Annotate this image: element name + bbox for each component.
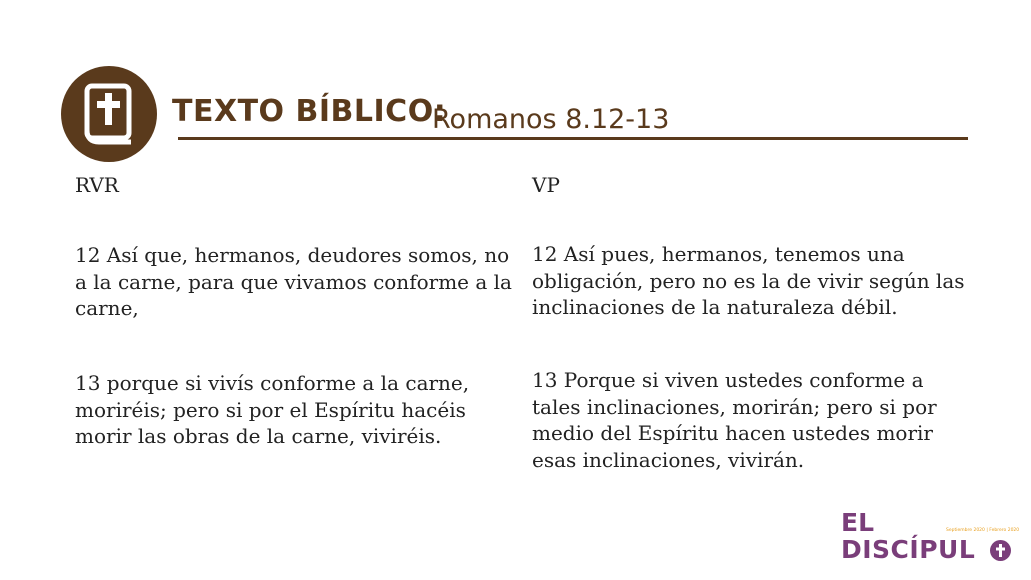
verse-12-left: 12 Así que, hermanos, deudores somos, no a la carne, para que vivamos conforme a la carne, bbox=[75, 243, 512, 320]
bible-icon bbox=[61, 66, 157, 162]
el-discipulo-logo bbox=[841, 510, 1021, 566]
version-label-left: RVR bbox=[75, 173, 119, 197]
logo-cross-icon bbox=[990, 540, 1011, 561]
verse-13-right: 13 Porque si viven ustedes conforme a tales inclinaciones, morirán; pero si por medio del Espíritu hacen ustedes morir esas inclinaciones, vivirán. bbox=[532, 368, 937, 472]
page-title: TEXTO BÍBLICO: bbox=[172, 94, 447, 129]
scripture-reference: Romanos 8.12-13 bbox=[432, 104, 670, 135]
title-underline bbox=[178, 137, 968, 140]
logo-tagline: Septiembre 2020 | Febrero 2020 bbox=[946, 528, 1020, 533]
logo-line-2: DISCÍPUL bbox=[841, 535, 976, 564]
verse-13-left: 13 porque si vivís conforme a la carne, moriréis; pero si por el Espíritu hacéis morir las obras de la carne, viviréis. bbox=[75, 371, 470, 448]
version-label-right: VP bbox=[532, 173, 560, 197]
bible-icon-badge bbox=[61, 66, 157, 162]
verse-12-right: 12 Así pues, hermanos, tenemos una obligación, pero no es la de vivir según las inclinaciones de la naturaleza débil. bbox=[532, 242, 965, 319]
logo-line-1: EL bbox=[841, 508, 875, 537]
